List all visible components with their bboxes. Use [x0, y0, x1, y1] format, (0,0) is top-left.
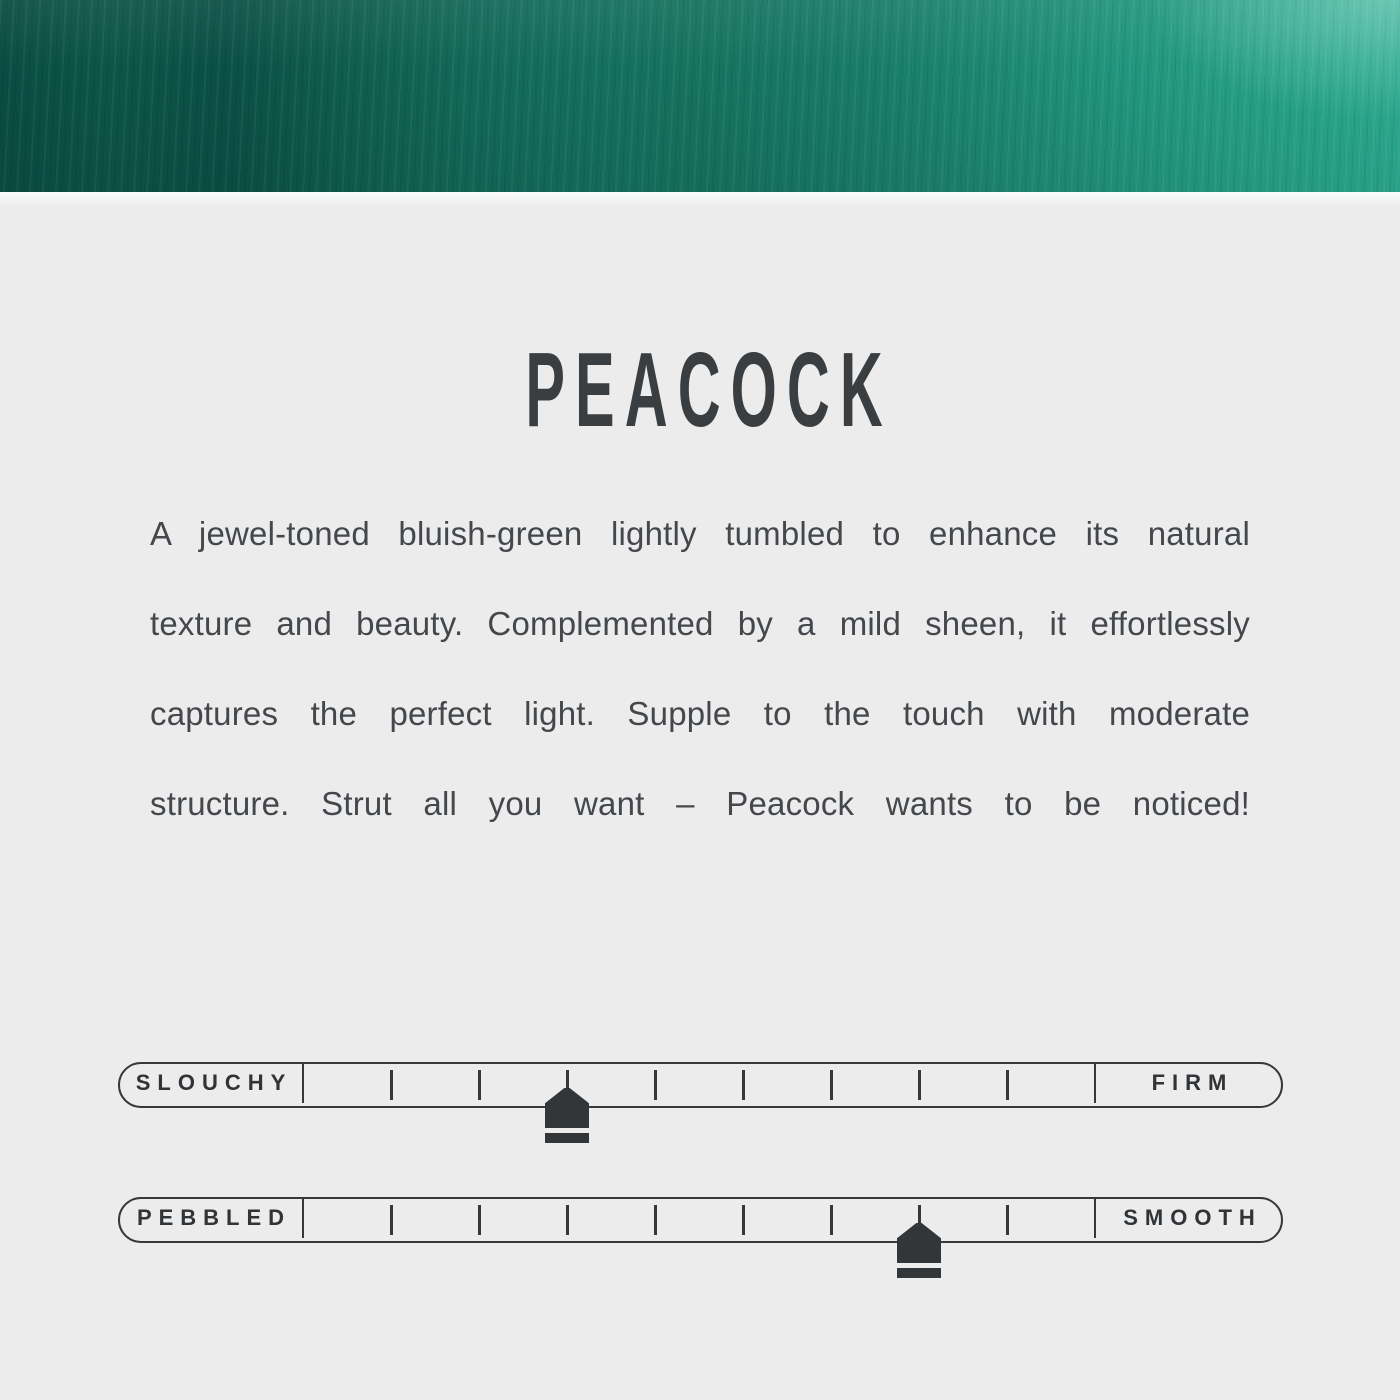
- slider-divider: [1094, 1197, 1097, 1238]
- leather-swatch-image: [0, 0, 1400, 192]
- slider-pebbled-smooth: [118, 1197, 1283, 1243]
- slider-left-label: PEBBLED: [136, 1205, 292, 1230]
- slider-tick: [918, 1070, 921, 1100]
- page-title-text: PEACOCK: [525, 331, 893, 449]
- slider-left-label: SLOUCHY: [135, 1070, 293, 1095]
- slider-right-label: FIRM: [1151, 1070, 1234, 1095]
- slider-tick: [1006, 1070, 1009, 1100]
- slider-tick: [742, 1070, 745, 1100]
- slider-tick: [1006, 1205, 1009, 1235]
- description-line: texture and beauty. Complemented by a mild sheen, it effortlessly: [150, 605, 1250, 642]
- slider-tick: [390, 1070, 393, 1100]
- slider-marker-icon: [897, 1223, 941, 1278]
- slider-tick: [566, 1205, 569, 1235]
- slider-slouchy-firm: [118, 1062, 1283, 1108]
- page-title: [0, 331, 1400, 449]
- description: [150, 489, 1250, 849]
- slider-tick: [654, 1070, 657, 1100]
- description-line: captures the perfect light. Supple to the touch with moderate: [150, 695, 1250, 732]
- slider-tick: [654, 1205, 657, 1235]
- slider-tick: [478, 1205, 481, 1235]
- slider-divider: [1094, 1062, 1097, 1103]
- marker-arrow-icon: [897, 1223, 941, 1263]
- slider-tick: [830, 1205, 833, 1235]
- slider-tick: [742, 1205, 745, 1235]
- slider-tick: [390, 1205, 393, 1235]
- slider-tick: [830, 1070, 833, 1100]
- marker-arrow-icon: [545, 1088, 589, 1128]
- slider-right-label: SMOOTH: [1123, 1205, 1262, 1230]
- slider-tick: [478, 1070, 481, 1100]
- slider-divider: [302, 1197, 305, 1238]
- slider-divider: [302, 1062, 305, 1103]
- slider-marker-icon: [545, 1088, 589, 1143]
- description-line: A jewel-toned bluish-green lightly tumbled to enhance its natural: [150, 515, 1250, 552]
- hero-bottom-fade: [0, 192, 1400, 205]
- description-line: structure. Strut all you want – Peacock wants to be noticed!: [150, 785, 1250, 822]
- marker-base-icon: [897, 1268, 941, 1278]
- marker-base-icon: [545, 1133, 589, 1143]
